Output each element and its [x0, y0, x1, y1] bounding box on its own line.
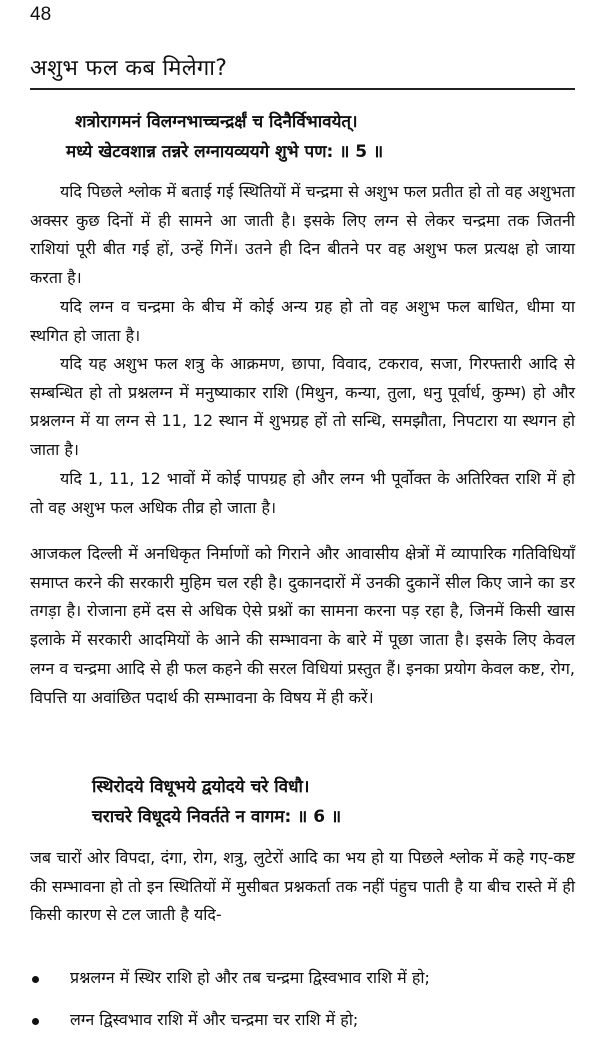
verse-6-line-1: स्थिरोदये विधूभये द्वयोदये चरे विधौ। [92, 777, 310, 797]
bullet-icon [32, 1018, 39, 1025]
paragraph-4: यदि 1, 11, 12 भावों में कोई पापग्रह हो और लग्न भी पूर्वोक्त के अतिरिक्त राशि में हो तो वह अशुभ फल अधिक तीव्र हो जाता है। [30, 469, 575, 517]
verse-6-line-2: चराचरे विधूदये निवर्तते न वागम: ॥ 6 ॥ [92, 807, 342, 827]
verse-5-line-2: मध्ये खेटवशान्न तन्नरे लग्नायव्ययगे शुभे पण: ॥ 5 ॥ [66, 142, 384, 162]
paragraph-6: जब चारों ओर विपदा, दंगा, रोग, शत्रु, लुटेरों आदि का भय हो या पिछले श्लोक में कहे गए-कष्ट की सम्भावना हो तो इन स्थितियों में मुसीबत प्रश्नकर्ता तक नहीं पंहुच पाती है या बीच रास्ते में ही किसी कारण से टल जाती है यदि- [30, 848, 575, 925]
paragraph-3: यदि यह अशुभ फल शत्रु के आक्रमण, छापा, विवाद, टकराव, सजा, गिरफ्तारी आदि से सम्बन्धित हो तो प्रश्नलग्न में मनुष्याकार राशि (मिथुन, कन्या, तुला, धनु पूर्वार्ध, कुम्भ) हो और प्रश्नलग्न में या लग्न से 11, 12 स्थान में शुभग्रह हों तो सन्धि, समझौता, निपटारा या स्थगन हो जाता है। [30, 354, 575, 460]
page-number: 48 [30, 4, 52, 25]
paragraph-2: यदि लग्न व चन्द्रमा के बीच में कोई अन्य ग्रह हो तो वह अशुभ फल बाधित, धीमा या स्थगित हो जाता है। [30, 297, 575, 345]
list-item-text: लग्न द्विस्वभाव राशि में और चन्द्रमा चर राशि में हो; [70, 1010, 359, 1029]
paragraph-1: यदि पिछले श्लोक में बताई गई स्थितियों में चन्द्रमा से अशुभ फल प्रतीत हो तो वह अशुभता अक्सर कुछ दिनों में ही सामने आ जाती है। इसके लिए लग्न से लेकर चन्द्रमा तक जितनी राशियां पूरी बीत गई हों, उन्हें गिनें। उतने ही दिन बीतने पर वह अशुभ फल प्रत्यक्ष हो जाया करता है। [30, 182, 575, 288]
section-heading: अशुभ फल कब मिलेगा? [30, 56, 228, 81]
verse-5-line-1: शत्रोरागमनं विलग्नभाच्चन्द्रर्क्षं च दिनैर्विभावयेत्। [75, 112, 358, 132]
list-item-text: प्रश्नलग्न में स्थिर राशि हो और तब चन्द्रमा द्विस्वभाव राशि में हो; [70, 968, 430, 987]
heading-underline [30, 88, 575, 90]
paragraph-5: आजकल दिल्ली में अनधिकृत निर्माणों को गिराने और आवासीय क्षेत्रों में व्यापारिक गतिविधियाँ समाप्त करने की सरकारी मुहिम चल रही है। दुकानदारों में उनकी दुकानें सील किए जाने का डर तगड़ा है। रोजाना हमें दस से अधिक ऐसे प्रश्नों का सामना करना पड़ रहा है, जिनमें किसी खास इलाके में सरकारी आदमियों के आने की सम्भावना के बारे में पूछा जाता है। इसके लिए केवल लग्न व चन्द्रमा आदि से ही फल कहने की सरल विधियां प्रस्तुत हैं। इनका प्रयोग केवल कष्ट, रोग, विपत्ति या अवांछित पदार्थ की सम्भावना के विषय में ही करें। [30, 544, 575, 707]
bullet-icon [32, 976, 39, 983]
